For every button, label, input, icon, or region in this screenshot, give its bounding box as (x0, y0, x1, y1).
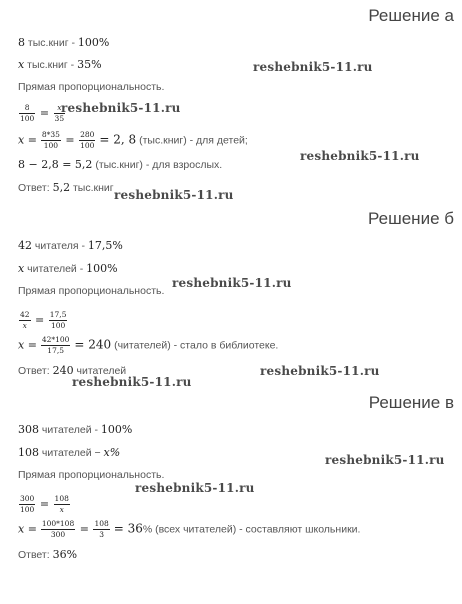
b-frac-2 (49, 311, 68, 330)
b-line-1 (18, 239, 123, 252)
c-x-frac-1 (41, 520, 75, 539)
b-ans-label: Ответ: (18, 365, 53, 377)
c-x-frac-1-den: 300 (50, 530, 66, 539)
c-proportion: $\frac{300}{100}$ = $\frac{108}{x}$ (20, 494, 69, 514)
a-l1-val: 100% (77, 36, 110, 49)
a-line-1 (18, 36, 109, 49)
a-answer (18, 181, 114, 194)
watermark: reshebnik5-11.ru (300, 149, 420, 163)
a-x-text: (тыс.книг) - для детей; (136, 134, 248, 147)
a-proportion: $\frac{8}{100}$ = $\frac{x}{35}$ (20, 103, 65, 123)
watermark: reshebnik5-11.ru (135, 481, 255, 495)
a-line-3: Прямая пропорциональность. (18, 81, 165, 93)
a-l2-val: 35% (77, 58, 102, 71)
c-x-frac-2-den: 3 (99, 530, 104, 539)
watermark: reshebnik5-11.ru (253, 60, 373, 74)
a-l1-text: тыс.книг - (25, 37, 78, 49)
b-ans-val: 240 (52, 364, 74, 377)
b-l2-text: читателей - (24, 263, 87, 275)
b-l1-math: 42 (18, 239, 32, 252)
c-x-frac-2-num: 108 (94, 519, 109, 528)
section-b-heading: Решение б (368, 209, 454, 228)
a-line-2 (18, 58, 102, 71)
a-x-frac-2-den: 100 (80, 141, 95, 150)
watermark: reshebnik5-11.ru (260, 364, 380, 378)
watermark: reshebnik5-11.ru (114, 188, 234, 202)
b-ans-text: читателей (73, 365, 127, 377)
b-frac-2-num: 17,5 (49, 310, 67, 319)
c-ans-val: 36% (52, 548, 78, 561)
a-l2-text: тыс.книг - (24, 59, 78, 71)
b-frac-1-den: x (22, 321, 27, 330)
b-l1-text: читателя - (32, 240, 88, 252)
a-x-frac-1-num: 8*35 (41, 130, 60, 139)
a-frac-2-den: 35 (54, 114, 65, 123)
a-ans-val: 5,2 (52, 181, 71, 194)
b-frac-1 (19, 311, 31, 330)
c-frac-1 (19, 495, 35, 514)
c-l1-val: 100% (100, 423, 133, 436)
b-frac-2-den: 100 (50, 321, 66, 330)
a-x-frac-1 (41, 131, 61, 150)
b-l2-val: 100% (86, 262, 118, 275)
b-l1-val: 17,5% (87, 239, 123, 252)
section-a-heading: Решение а (368, 6, 454, 25)
a-sub-math: 8 − 2,8 = 5,2 (18, 158, 93, 171)
c-x-result: = 36 (113, 521, 143, 536)
c-frac-1-num: 300 (20, 494, 35, 503)
watermark: reshebnik5-11.ru (72, 375, 192, 389)
b-line-3: Прямая пропорциональность. (18, 285, 165, 297)
c-answer (18, 548, 77, 561)
c-line-3: Прямая пропорциональность. (18, 469, 165, 481)
a-x-frac-1-den: 100 (43, 141, 59, 150)
b-x-frac-1-den: 17,5 (47, 346, 64, 355)
c-l2-text: читателей − (39, 447, 104, 459)
b-l2-var: x (18, 262, 25, 275)
c-x-frac-2 (93, 520, 109, 539)
b-x-frac-1-num: 42*100 (41, 335, 70, 344)
b-line-2 (18, 262, 118, 275)
c-x-text: % (всех читателей) - составляют школьники. (142, 523, 361, 536)
a-x-frac-2 (79, 131, 95, 150)
c-frac-1-den: 100 (20, 505, 35, 514)
c-l2-math: 108 (18, 446, 39, 459)
b-x-result: = 240 (74, 337, 112, 352)
c-frac-2-num: 108 (54, 494, 69, 503)
c-x-lhs: x = (18, 522, 37, 536)
c-ans-label: Ответ: (18, 549, 53, 561)
c-frac-2-den: x (59, 505, 64, 514)
watermark: reshebnik5-11.ru (325, 453, 445, 467)
b-x-text: (читателей) - стало в библиотеке. (111, 339, 279, 352)
b-x-lhs: x = (18, 338, 37, 352)
a-ans-text: тыс.книг (70, 182, 114, 194)
b-frac-1-num: 42 (20, 310, 30, 319)
a-x-calc: x = $\frac{8*35}{100}$ = $\frac{280}{100}$ = 2, 8 (тыс.книг) - для детей; (18, 130, 248, 150)
c-line-1 (18, 423, 132, 436)
a-sub-text: (тыс.книг) - для взрослых. (92, 159, 223, 171)
c-frac-2 (54, 495, 70, 514)
c-line-2 (18, 446, 120, 459)
c-x-calc: x = $\frac{100*108}{300}$ = $\frac{108}{3}$ = 36% (всех читателей) - составляют школьники. (18, 519, 361, 539)
a-frac-1-den: 100 (20, 114, 35, 123)
c-l1-text: читателей - (39, 424, 101, 436)
c-x-frac-1-num: 100*108 (41, 519, 75, 528)
a-l1-math: 8 (18, 36, 25, 49)
watermark: reshebnik5-11.ru (172, 276, 292, 290)
watermark: reshebnik5-11.ru (61, 101, 181, 115)
b-x-frac-1 (41, 336, 71, 355)
a-frac-2-num: x (54, 104, 66, 114)
a-l2-var: x (18, 58, 25, 71)
b-x-calc (18, 336, 278, 355)
c-l2-val: x% (103, 446, 121, 459)
a-subtraction (18, 158, 222, 171)
a-x-frac-2-num: 280 (80, 130, 95, 139)
a-ans-label: Ответ: (18, 182, 53, 194)
section-c-heading: Решение в (368, 393, 454, 412)
a-frac-1 (19, 104, 35, 123)
a-frac-1-num: 8 (19, 104, 35, 114)
a-x-lhs: x = (18, 133, 37, 147)
b-proportion: $\frac{42}{x}$ = $\frac{17,5}{100}$ (20, 310, 67, 330)
c-l1-math: 308 (18, 423, 39, 436)
a-x-result: = 2, 8 (99, 132, 137, 147)
